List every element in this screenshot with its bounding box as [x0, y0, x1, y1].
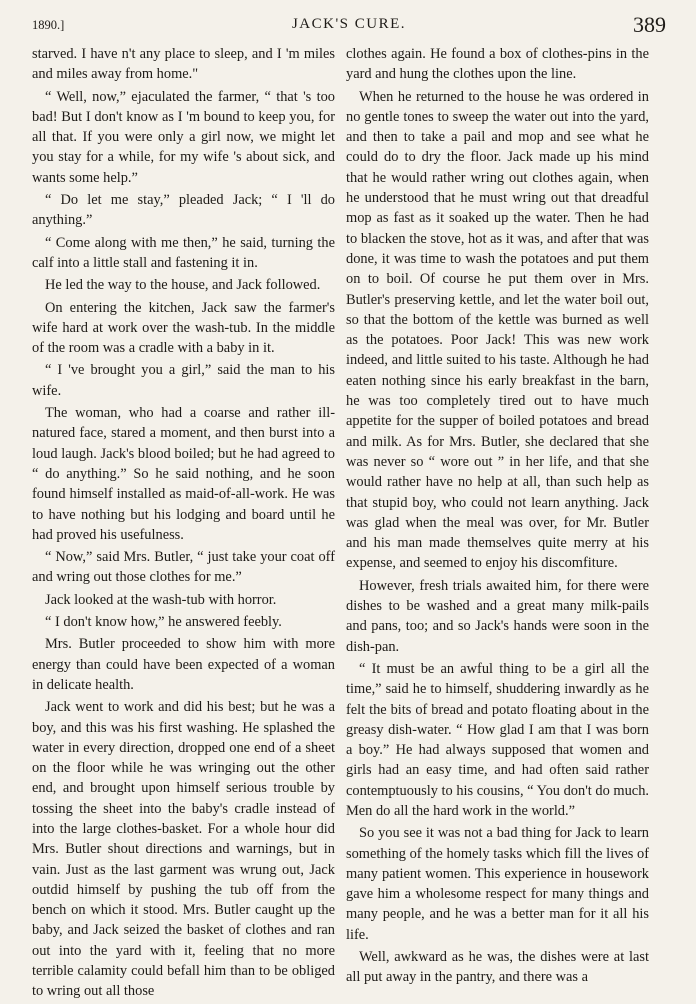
paragraph: Jack looked at the wash-tub with horror.	[45, 591, 277, 608]
header-title: JACK'S CURE.	[291, 16, 407, 32]
paragraph: He led the way to the house, and Jack followed.	[45, 277, 321, 294]
paragraph: On entering the kitchen, Jack saw the farmer's wife hard at work over the wash-tub. In the middle of the room was a cradle with a baby in it.	[32, 299, 335, 357]
paragraph: So you see it was not a bad thing for Jack to learn something of the homely tasks which fill the lives of many patient women. This experience in housework gave him a wholesome respect for many things and many people, and he was a better man for it all his life.	[346, 825, 649, 943]
paragraph: Jack went to work and did his best; but he was a boy, and this was his first washing. He splashed the water in every direction, dropped one end of a sheet on the floor while he was wringing out the other end, and brought upon himself serious trouble by tossing the sheet into the baby's cradle instead of into the large clothes-basket. For a whole hour did Mrs. Butler shout directions and warnings, but in vain. Just as the last garment was wrung out, Jack outdid himself by pushing the tub off from the bench on which it stood. Mrs. Butler caught up the baby, and Jack seized the basket of clothes and ran out into the yard with it, feeling that no more terrible calamity could befall him than to be obliged to wring out all those	[32, 699, 335, 1000]
paragraph: “ I don't know how,” he answered feebly.	[45, 614, 282, 631]
page-number: 389	[633, 12, 666, 37]
paragraph: “ It must be an awful thing to be a girl all the time,” said he to himself, shuddering inwardly as he felt the bits of bread and potato floating about in the greasy dish-water. “ How glad I am that I was born a boy.” He had always supposed that women and girls had an easy time, and had often said rather contemptuously to his cousins, “ You don't do much. Men do all the hard work in the world.”	[346, 660, 649, 819]
header-date: 1890.]	[32, 18, 65, 32]
paragraph: However, fresh trials awaited him, for there were dishes to be washed and a great many milk-pails and pans, too; and so Jack's hands were soon in the dish-pan.	[346, 577, 649, 655]
paragraph: Well, awkward as he was, the dishes were at last all put away in the pantry, and there was a	[346, 949, 649, 986]
paragraph: “ Do let me stay,” pleaded Jack; “ I 'll do anything.”	[32, 192, 335, 229]
paragraph: “ Come along with me then,” he said, turning the calf into a little stall and fastening it in.	[32, 234, 335, 271]
paragraph: Mrs. Butler proceeded to show him with more energy than could have been expected of a woman in delicate health.	[32, 636, 335, 693]
paragraph: “ Well, now,” ejaculated the farmer, “ that 's too bad! But I don't know as I 'm bound to keep you, for all that. If you were only a girl now, we might let you stay for a while, for my wife 's about sick, and wants some help.”	[32, 88, 335, 186]
right-column	[346, 44, 649, 990]
paragraph: When he returned to the house he was ordered in no gentle tones to sweep the water out into the yard, and then to take a pail and mop and see what he could do to dry the floor. Jack made up his mind that he would rather wring out clothes again, when he understood that he must wring out that dreadful mop as fast as it soaked up the water. Then he had to blacken the stove, hot as it was, and after that was done, it was time to wash the potatoes and put them on to boil. Of course he put them over in Mrs. Butler's preserving kettle, and let the water boil out, so that the bottom of the kettle was burned as well as the potatoes. Poor Jack! This was new work indeed, and little suited to his taste. Although he had eaten nothing since his early breakfast in the barn, he was too completely tired out to have much appetite for the supper of boiled potatoes and bread and milk. As for Mrs. Butler, she declared that she was never so “ wore out ” in her life, and that she would rather have no help at all, than such help as that stupid boy, who could not learn anything. Jack was glad when the meal was over, for Mr. Butler and his man made themselves quite merry at his expense, and seemed to enjoy his discomfiture.	[346, 88, 649, 572]
paragraph: “ I 've brought you a girl,” said the man to his wife.	[32, 362, 335, 399]
paragraph: “ Now,” said Mrs. Butler, “ just take your coat off and wring out those clothes for me.”	[32, 549, 335, 586]
paragraph: starved. I have n't any place to sleep, and I 'm miles and miles away from home."	[32, 46, 335, 83]
left-column	[32, 44, 335, 1004]
paragraph: The woman, who had a coarse and rather ill-natured face, stared a moment, and then burst into a loud laugh. Jack's blood boiled; but he had agreed to “ do anything.” So he said nothing, and he soon found himself installed as maid-of-all-work. He was to have nothing but his lodging and board until he had proved his usefulness.	[32, 405, 335, 543]
paragraph: clothes again. He found a box of clothes-pins in the yard and hung the clothes upon the line.	[346, 46, 649, 83]
running-header	[32, 14, 666, 40]
